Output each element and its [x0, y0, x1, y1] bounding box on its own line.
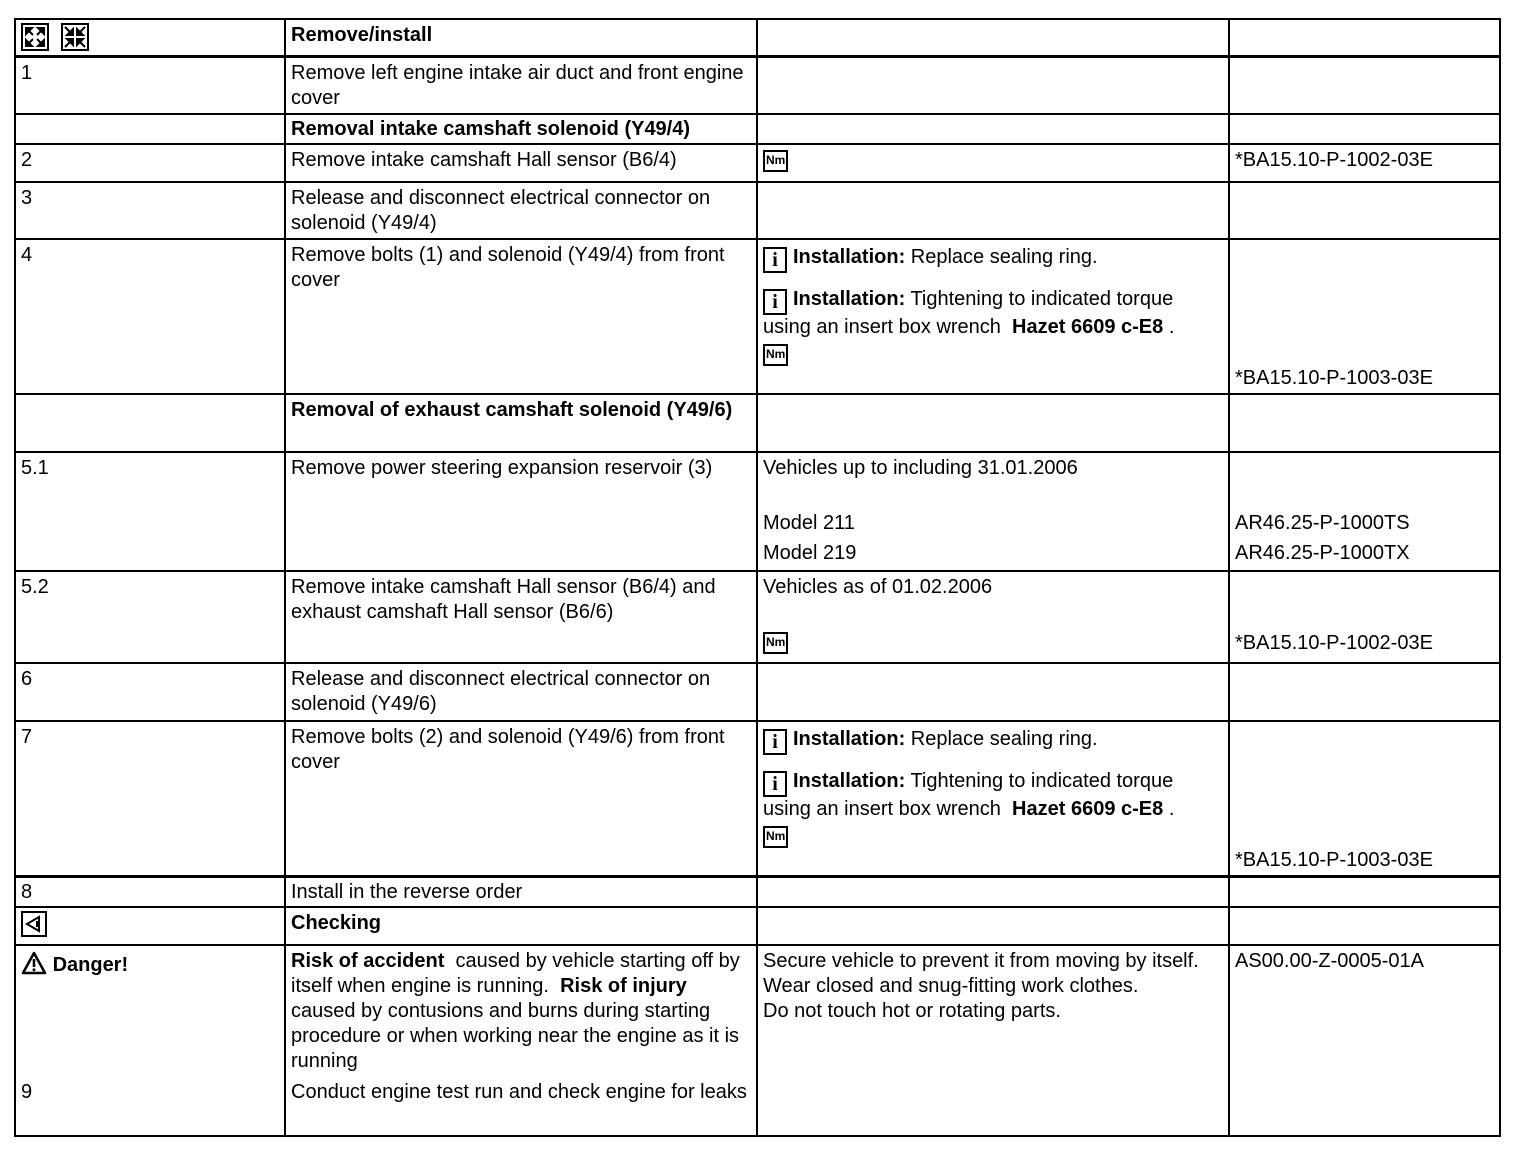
section-title: Checking — [285, 907, 757, 945]
step-text: Conduct engine test run and check engine for leaks — [291, 1080, 747, 1103]
table-row — [15, 663, 1500, 721]
step-number: 9 — [21, 1080, 33, 1103]
info-icon[interactable]: i — [763, 729, 787, 755]
danger-text-cell: Risk of accident caused by vehicle starting off by itself when engine is running. Risk of injury caused by contusions and burns during starting procedure or when working near the engine as it is running Conduct engine test run and check engine for leaks — [285, 945, 757, 1136]
torque-nm-icon[interactable]: Nm — [763, 344, 788, 366]
header-icons-cell — [15, 19, 285, 56]
step-text: Remove power steering expansion reservoir (3) — [285, 452, 757, 571]
checking-icon-cell — [15, 907, 285, 945]
section-title: Removal intake camshaft solenoid (Y49/4) — [285, 114, 757, 144]
step-number: 5.2 — [15, 571, 285, 663]
table-row — [15, 144, 1500, 182]
reference-link[interactable]: AR46.25-P-1000TX — [1235, 542, 1410, 564]
step-number: 3 — [15, 182, 285, 239]
tool-name: Hazet 6609 c-E8 — [1012, 798, 1164, 820]
step-text: Remove left engine intake air duct and front engine cover — [285, 56, 757, 114]
collapse-icon[interactable] — [61, 23, 89, 51]
section-row — [15, 907, 1500, 945]
step-number: 5.1 — [15, 452, 285, 571]
reference-link[interactable]: *BA15.10-P-1003-03E — [1229, 239, 1500, 394]
reference-link[interactable]: *BA15.10-P-1002-03E — [1229, 571, 1500, 663]
step-number: 6 — [15, 663, 285, 721]
table-row — [15, 182, 1500, 239]
table-row — [15, 56, 1500, 114]
section-row — [15, 114, 1500, 144]
reference-cell — [1229, 452, 1500, 571]
note-cell: i Installation: Replace sealing ring. i Installation: Tightening to indicated torque using an insert box wrench Hazet 6609 c-E8 . Nm — [757, 239, 1229, 394]
info-icon[interactable]: i — [763, 771, 787, 797]
table-row-header — [15, 19, 1500, 56]
step-text: Install in the reverse order — [285, 876, 757, 907]
check-arrow-icon[interactable] — [21, 911, 47, 937]
step-number: 4 — [15, 239, 285, 394]
tool-name: Hazet 6609 c-E8 — [1012, 316, 1164, 338]
section-title: Removal of exhaust camshaft solenoid (Y49/6) — [285, 394, 757, 452]
table-row — [15, 721, 1500, 876]
reference-link[interactable]: AR46.25-P-1000TS — [1235, 512, 1410, 534]
step-text: Remove intake camshaft Hall sensor (B6/4) and exhaust camshaft Hall sensor (B6/6) — [285, 571, 757, 663]
torque-cell — [757, 144, 1229, 182]
procedure-table — [14, 18, 1501, 1137]
reference-link[interactable]: *BA15.10-P-1002-03E — [1229, 144, 1500, 182]
note-cell: i Installation: Replace sealing ring. i Installation: Tightening to indicated torque using an insert box wrench Hazet 6609 c-E8 . Nm — [757, 721, 1229, 876]
expand-icon[interactable] — [21, 23, 49, 51]
step-number: 1 — [15, 56, 285, 114]
table-row — [15, 239, 1500, 394]
step-text: Remove bolts (2) and solenoid (Y49/6) from front cover — [285, 721, 757, 876]
step-number: 8 — [15, 876, 285, 907]
table-row — [15, 571, 1500, 663]
reference-link[interactable]: AS00.00-Z-0005-01A — [1229, 945, 1500, 1136]
info-icon[interactable]: i — [763, 289, 787, 315]
step-text: Remove bolts (1) and solenoid (Y49/4) from front cover — [285, 239, 757, 394]
danger-row — [15, 945, 1500, 1136]
table-row — [15, 452, 1500, 571]
table-row — [15, 876, 1500, 907]
header-title: Remove/install — [285, 19, 757, 56]
step-text: Release and disconnect electrical connector on solenoid (Y49/4) — [285, 182, 757, 239]
danger-label-cell — [15, 945, 285, 1136]
torque-nm-icon[interactable]: Nm — [763, 826, 788, 848]
torque-nm-icon[interactable]: Nm — [763, 632, 788, 654]
step-number: 2 — [15, 144, 285, 182]
note-cell: Vehicles up to including 31.01.2006 Model 211 Model 219 — [757, 452, 1229, 571]
step-text: Remove intake camshaft Hall sensor (B6/4) — [285, 144, 757, 182]
warning-triangle-icon — [21, 951, 47, 982]
danger-label: Danger! — [52, 953, 129, 976]
note-cell: Vehicles as of 01.02.2006 Nm — [757, 571, 1229, 663]
measures-cell: Secure vehicle to prevent it from moving by itself. Wear closed and snug-fitting work clothes. Do not touch hot or rotating parts. — [757, 945, 1229, 1136]
reference-link[interactable]: *BA15.10-P-1003-03E — [1229, 721, 1500, 876]
step-number: 7 — [15, 721, 285, 876]
section-row — [15, 394, 1500, 452]
torque-nm-icon[interactable]: Nm — [763, 150, 788, 172]
info-icon[interactable]: i — [763, 247, 787, 273]
step-text: Release and disconnect electrical connector on solenoid (Y49/6) — [285, 663, 757, 721]
